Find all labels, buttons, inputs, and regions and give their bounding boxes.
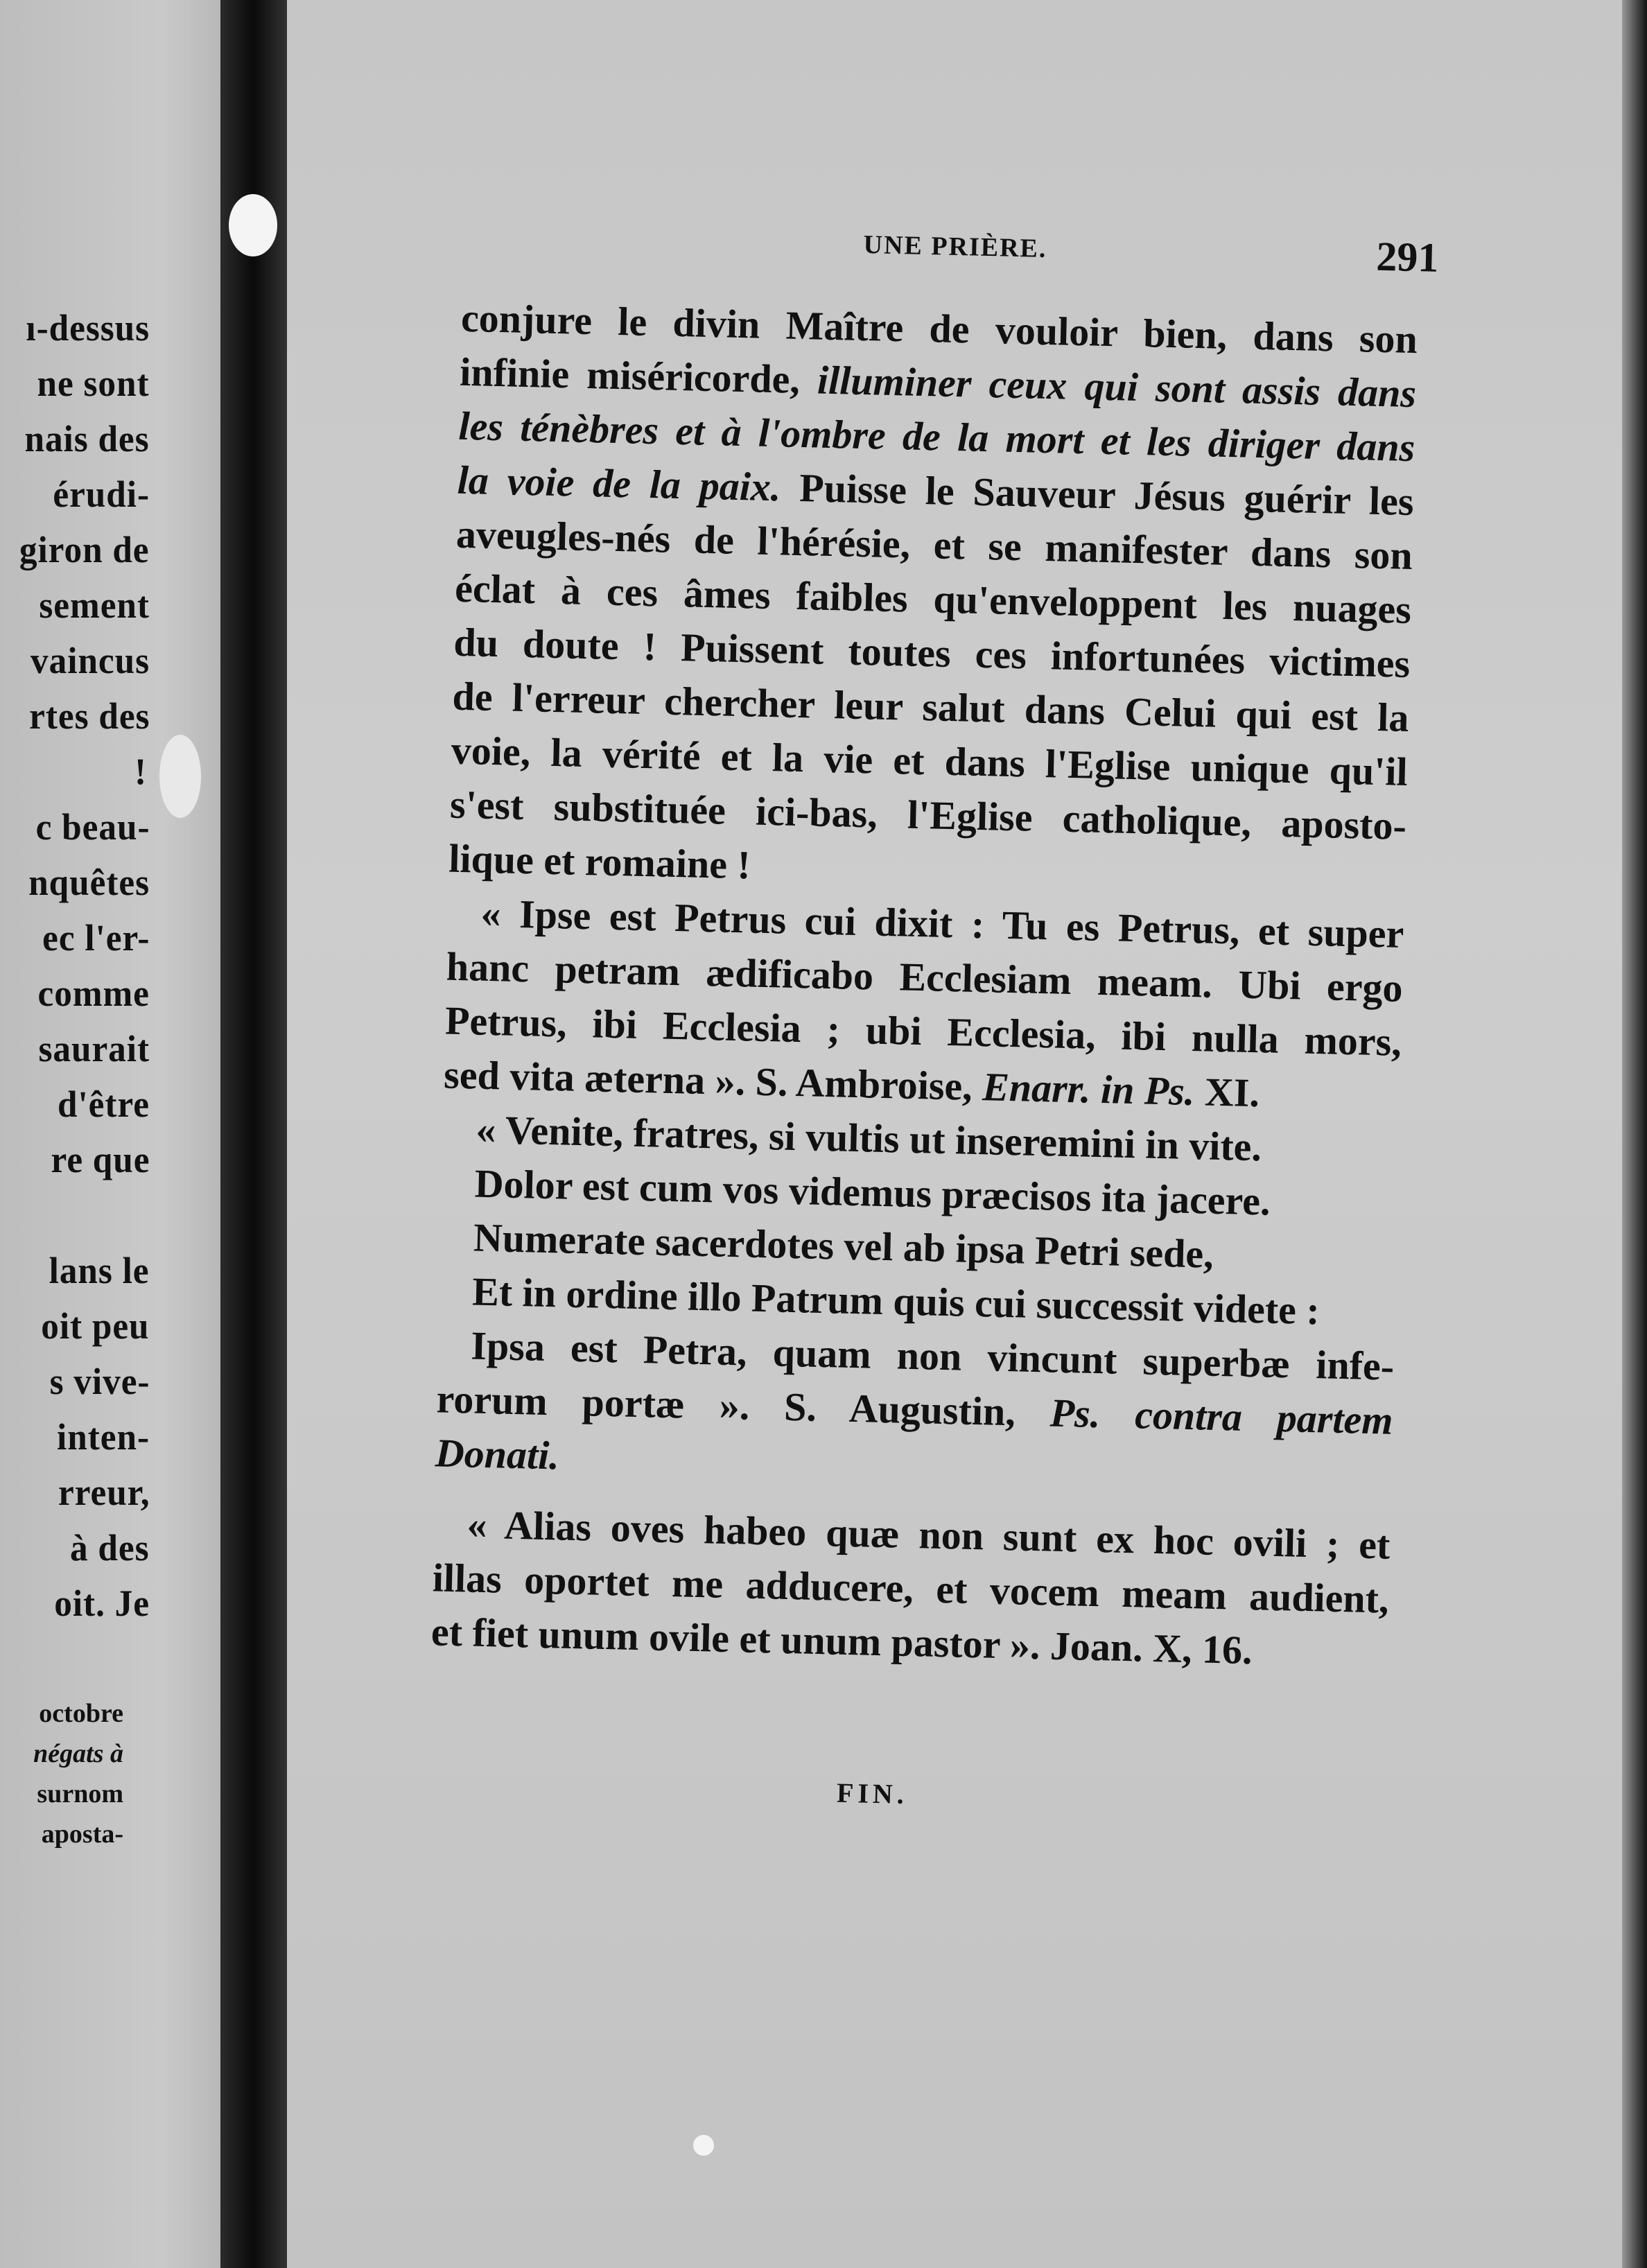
left-page-line: oit. Je <box>54 1582 150 1624</box>
left-page-line: à des <box>70 1527 150 1569</box>
left-page-line: inten- <box>57 1416 150 1458</box>
text-span: XI. <box>1194 1069 1260 1116</box>
text-line: Petrus, ibi Ecclesia ; ubi Ecclesia, ibi nulla mors, <box>444 997 1402 1065</box>
verse-line: Dolor est cum vos videmus præcisos ita jacere. <box>474 1160 1271 1224</box>
left-page-line: ec l'er- <box>42 917 150 959</box>
italic-span: Enarr. in Ps. <box>982 1064 1196 1115</box>
left-page-line: nquêtes <box>28 862 150 903</box>
left-page-line: lans le <box>49 1250 150 1291</box>
left-page-footnote-line: surnom <box>37 1779 123 1808</box>
end-mark: FIN. <box>836 1777 909 1810</box>
left-page-line: ! <box>134 751 147 792</box>
left-page-line: re que <box>51 1139 150 1180</box>
italic-span: Ps. contra partem <box>1049 1390 1394 1443</box>
text-line: aveugles-nés de l'hérésie, et se manifester dans son <box>455 511 1413 579</box>
text-line: hanc petram ædificabo Ecclesiam meam. Ubi ergo <box>446 943 1404 1011</box>
left-page-line: giron de <box>19 529 150 570</box>
text-span: sed vita æterna ». S. Ambroise, <box>443 1052 983 1110</box>
left-page-line: rreur, <box>58 1472 150 1513</box>
text-line: illas oportet me adducere, et vocem meam audient, <box>432 1555 1390 1622</box>
text-span: infinie miséricorde, <box>459 349 818 403</box>
text-line: du doute ! Puissent toutes ces infortunées victimes <box>453 619 1411 686</box>
text-line: voie, la vérité et la vie et dans l'Eglise unique qu'il <box>451 727 1409 794</box>
left-page-line: s vive- <box>49 1361 150 1402</box>
left-page-line: nais des <box>24 418 150 460</box>
left-page-line: sement <box>39 584 150 626</box>
page-edge-shadow <box>1622 0 1647 2268</box>
left-page-line: vaincus <box>30 640 150 681</box>
page-text-block <box>287 0 1647 2268</box>
running-head: UNE PRIÈRE. <box>863 229 1047 263</box>
verse-line: Numerate sacerdotes vel ab ipsa Petri sede, <box>473 1214 1214 1277</box>
left-page-footnote-line: octobre <box>39 1699 123 1728</box>
text-line: et fiet unum ovile et unum pastor ». Joan. X, 16. <box>430 1609 1253 1673</box>
left-page-line: c beau- <box>35 806 150 848</box>
right-page <box>287 0 1647 2268</box>
text-line: s'est substituée ici-bas, l'Eglise catholique, aposto- <box>449 781 1407 848</box>
italic-span: illuminer ceux qui sont assis dans <box>817 357 1417 417</box>
left-page-line: ı-dessus <box>26 307 150 349</box>
text-line: Donati. <box>435 1430 560 1478</box>
text-span: rorum portæ ». S. Augustin, <box>436 1376 1051 1436</box>
left-page-line: d'être <box>58 1083 150 1125</box>
left-page-line: ne sont <box>37 363 150 404</box>
text-line: Ipsa est Petra, quam non vincunt superbæ infe- <box>470 1323 1395 1389</box>
text-line: « Alias oves habeo quæ non sunt ex hoc ovili ; et <box>466 1501 1391 1568</box>
left-page-line: rtes des <box>28 695 150 737</box>
scan-speck <box>159 735 201 818</box>
left-page-footnote-line: négats à <box>33 1739 123 1768</box>
verse-line: « Venite, fratres, si vultis ut inseremini in vite. <box>475 1106 1262 1170</box>
text-line: les ténèbres et à l'ombre de la mort et les diriger dans <box>458 403 1415 471</box>
book-gutter <box>220 0 287 2268</box>
left-page-line: saurait <box>38 1028 150 1070</box>
page-number: 291 <box>1375 233 1440 281</box>
italic-span: la voie de la paix. <box>457 457 782 510</box>
verse-line: Et in ordine illo Patrum quis cui successit videte : <box>471 1268 1321 1334</box>
left-page-line: comme <box>37 972 150 1014</box>
left-page-line: oit peu <box>41 1305 150 1347</box>
text-line: éclat à ces âmes faibles qu'enveloppent les nuages <box>454 565 1412 633</box>
left-page-line: érudi- <box>53 473 150 515</box>
text-span: Puisse le Sauveur Jésus guérir les <box>780 464 1415 525</box>
left-page-footnote-line: aposta- <box>41 1820 123 1849</box>
text-line: conjure le divin Maître de vouloir bien, dans son <box>460 295 1418 363</box>
text-line: « Ipse est Petrus cui dixit : Tu es Petrus, et super <box>480 890 1405 957</box>
scan-speck <box>229 194 277 256</box>
text-line: de l'erreur chercher leur salut dans Celui qui est la <box>452 673 1410 740</box>
text-line: lique et romaine ! <box>448 835 751 888</box>
scan-speck <box>693 2135 714 2156</box>
